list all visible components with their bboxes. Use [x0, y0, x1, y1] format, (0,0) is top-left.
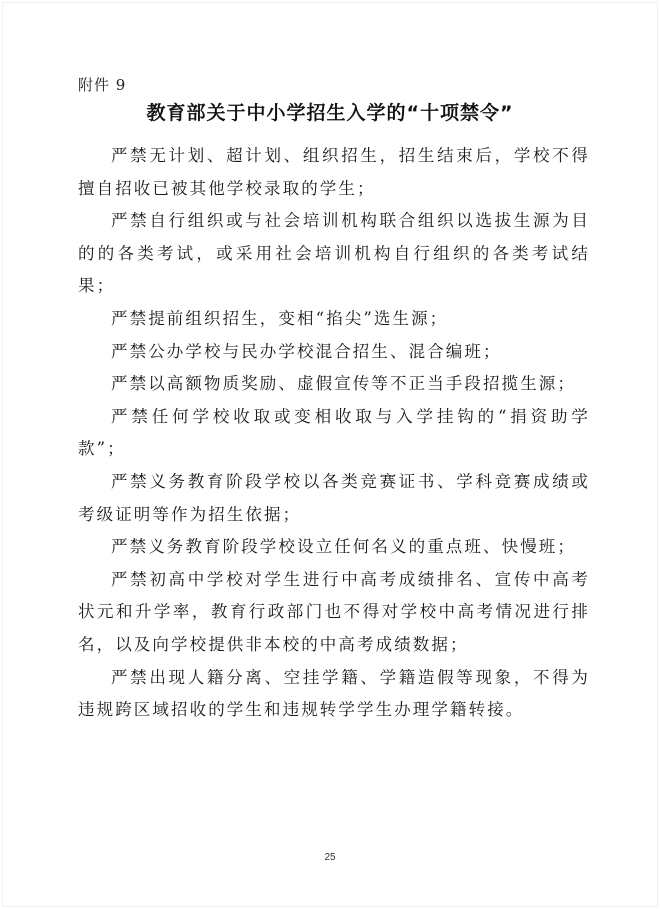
paragraph-10: 严禁出现人籍分离、空挂学籍、学籍造假等现象，不得为违规跨区域招收的学生和违规转学学生办理学籍转接。: [78, 667, 590, 720]
paragraph-2: 严禁自行组织或与社会培训机构联合组织以选拔生源为目的的各类考试，或采用社会培训机构自行组织的各类考试结果；: [78, 211, 590, 296]
paragraph-9: 严禁初高中学校对学生进行中高考成绩排名、宣传中高考状元和升学率，教育行政部门也不得对学校中高考情况进行排名，以及向学校提供非本校的中高考成绩数据；: [78, 569, 590, 654]
paragraph-1: 严禁无计划、超计划、组织招生，招生结束后，学校不得擅自招收已被其他学校录取的学生；: [78, 146, 590, 198]
paragraph-6: 严禁任何学校收取或变相收取与入学挂钩的“捐资助学款”；: [78, 406, 590, 459]
paragraph-4: 严禁公办学校与民办学校混合招生、混合编班；: [111, 341, 502, 361]
paragraph-8: 严禁义务教育阶段学校设立任何名义的重点班、快慢班；: [111, 537, 576, 557]
document-body: [78, 140, 590, 727]
page-number: 25: [324, 852, 336, 863]
paragraph-5: 严禁以高额物质奖励、虚假宣传等不正当手段招揽生源；: [111, 374, 576, 394]
document-title: 教育部关于中小学招生入学的“十项禁令”: [146, 102, 514, 124]
paragraph-3: 严禁提前组织招生，变相“掐尖”选生源；: [111, 308, 449, 328]
attachment-label: 附件 9: [78, 76, 127, 94]
paragraph-7: 严禁义务教育阶段学校以各类竞赛证书、学科竞赛成绩或考级证明等作为招生依据；: [78, 471, 590, 524]
